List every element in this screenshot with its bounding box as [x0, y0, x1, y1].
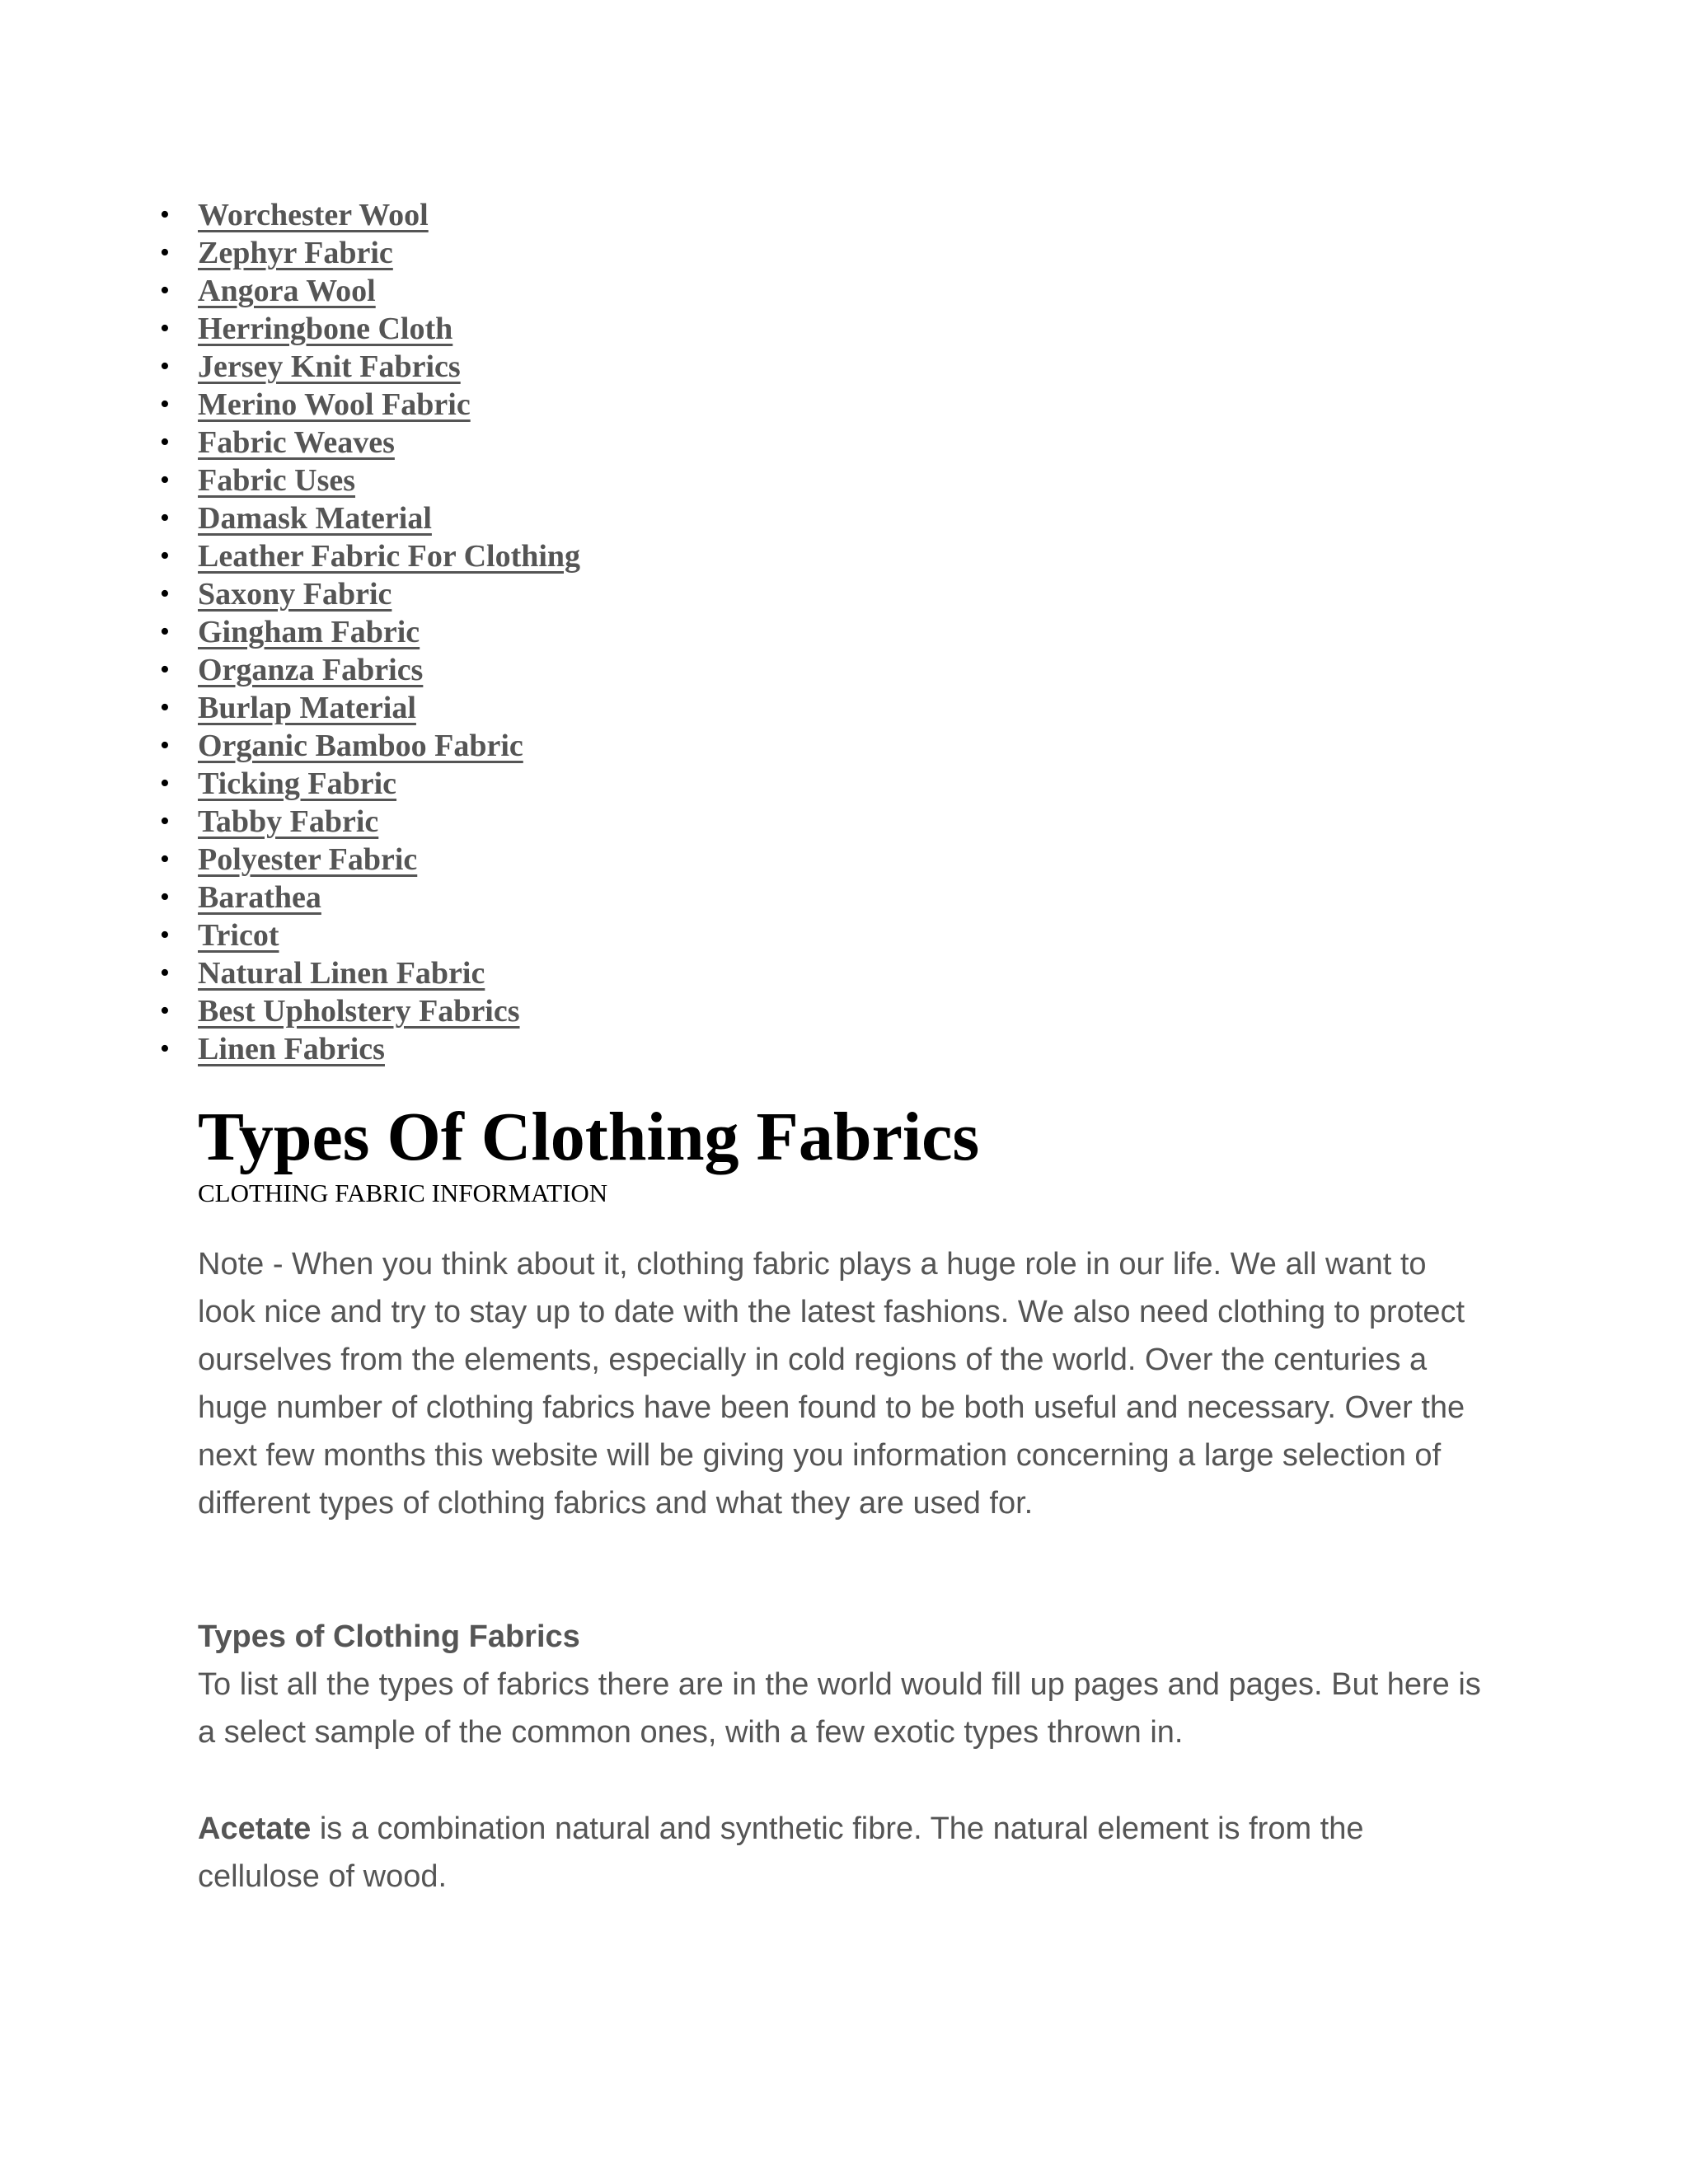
link-leather-fabric-for-clothing[interactable]: Leather Fabric For Clothing: [198, 539, 581, 574]
link-jersey-knit-fabrics[interactable]: Jersey Knit Fabrics: [198, 349, 461, 384]
list-item: [160, 803, 580, 841]
link-merino-wool-fabric[interactable]: Merino Wool Fabric: [198, 387, 471, 422]
bullet-icon: •: [160, 541, 170, 571]
list-item: [160, 272, 580, 310]
list-item: [160, 841, 580, 879]
bullet-icon: •: [160, 996, 170, 1026]
section-heading: Types of Clothing Fabrics: [198, 1619, 580, 1654]
link-saxony-fabric[interactable]: Saxony Fabric: [198, 577, 392, 612]
link-linen-fabrics[interactable]: Linen Fabrics: [198, 1032, 385, 1066]
link-angora-wool[interactable]: Angora Wool: [198, 274, 376, 308]
bullet-icon: •: [160, 692, 170, 723]
acetate-paragraph: [198, 1805, 1484, 1900]
bullet-icon: •: [160, 237, 170, 268]
list-item: [160, 462, 580, 499]
list-item: [160, 765, 580, 803]
bullet-icon: •: [160, 882, 170, 912]
bullet-icon: •: [160, 844, 170, 874]
link-burlap-material[interactable]: Burlap Material: [198, 691, 416, 725]
acetate-term: Acetate: [198, 1811, 312, 1846]
link-organza-fabrics[interactable]: Organza Fabrics: [198, 653, 424, 687]
bullet-icon: •: [160, 389, 170, 419]
acetate-description: is a combination natural and synthetic fibre. The natural element is from the cellulose of wood.: [198, 1811, 1364, 1894]
list-item: [160, 916, 580, 954]
bullet-icon: •: [160, 654, 170, 685]
list-item: [160, 310, 580, 348]
section-paragraph: To list all the types of fabrics there are in the world would fill up pages and pages. But here is a select sample of the common ones, with a few exotic types thrown in.: [198, 1667, 1481, 1750]
list-item: [160, 424, 580, 462]
list-item: [160, 499, 580, 537]
list-item: [160, 386, 580, 424]
list-item: [160, 575, 580, 613]
bullet-icon: •: [160, 351, 170, 382]
link-herringbone-cloth[interactable]: Herringbone Cloth: [198, 312, 453, 346]
link-polyester-fabric[interactable]: Polyester Fabric: [198, 842, 418, 877]
bullet-icon: •: [160, 275, 170, 306]
list-item: [160, 727, 580, 765]
link-zephyr-fabric[interactable]: Zephyr Fabric: [198, 236, 393, 270]
bullet-icon: •: [160, 313, 170, 344]
list-item: [160, 879, 580, 916]
intro-paragraph: Note - When you think about it, clothing fabric plays a huge role in our life. We all want to look nice and try to stay up to date with the latest fashions. We also need clothing to protect ourselves from the elements, especially in cold regions of the world. Over the centuries a huge number of clothing fabrics have been found to be both useful and necessary. Over the next few months this website will be giving you information concerning a large selection of different types of clothing fabrics and what they are used for.: [198, 1247, 1465, 1521]
link-organic-bamboo-fabric[interactable]: Organic Bamboo Fabric: [198, 729, 523, 763]
link-barathea[interactable]: Barathea: [198, 880, 321, 915]
list-item: [160, 348, 580, 386]
link-ticking-fabric[interactable]: Ticking Fabric: [198, 766, 397, 801]
bullet-icon: •: [160, 427, 170, 457]
link-natural-linen-fabric[interactable]: Natural Linen Fabric: [198, 956, 485, 991]
link-tricot[interactable]: Tricot: [198, 918, 279, 953]
page-title: Types Of Clothing Fabrics: [198, 1099, 980, 1175]
bullet-icon: •: [160, 920, 170, 950]
bullet-icon: •: [160, 503, 170, 533]
fabric-link-list: [160, 196, 581, 1068]
link-fabric-uses[interactable]: Fabric Uses: [198, 463, 356, 498]
bullet-icon: •: [160, 958, 170, 988]
page-subtitle: CLOTHING FABRIC INFORMATION: [198, 1179, 608, 1207]
list-item: [160, 537, 581, 575]
link-worchester-wool[interactable]: Worchester Wool: [198, 198, 429, 232]
bullet-icon: •: [160, 768, 170, 799]
link-best-upholstery-fabrics[interactable]: Best Upholstery Fabrics: [198, 994, 520, 1029]
bullet-icon: •: [160, 1033, 170, 1064]
list-item: [160, 613, 580, 651]
list-item: [160, 954, 580, 992]
link-tabby-fabric[interactable]: Tabby Fabric: [198, 804, 379, 839]
list-item: [160, 992, 580, 1030]
link-damask-material[interactable]: Damask Material: [198, 501, 432, 536]
list-item: [160, 1030, 580, 1068]
link-gingham-fabric[interactable]: Gingham Fabric: [198, 615, 420, 649]
bullet-icon: •: [160, 616, 170, 647]
bullet-icon: •: [160, 465, 170, 495]
bullet-icon: •: [160, 806, 170, 837]
list-item: [160, 234, 580, 272]
link-fabric-weaves[interactable]: Fabric Weaves: [198, 425, 395, 460]
list-item: [160, 689, 580, 727]
bullet-icon: •: [160, 579, 170, 609]
list-item: [160, 651, 580, 689]
list-item: [160, 196, 580, 234]
bullet-icon: •: [160, 199, 170, 230]
bullet-icon: •: [160, 730, 170, 761]
